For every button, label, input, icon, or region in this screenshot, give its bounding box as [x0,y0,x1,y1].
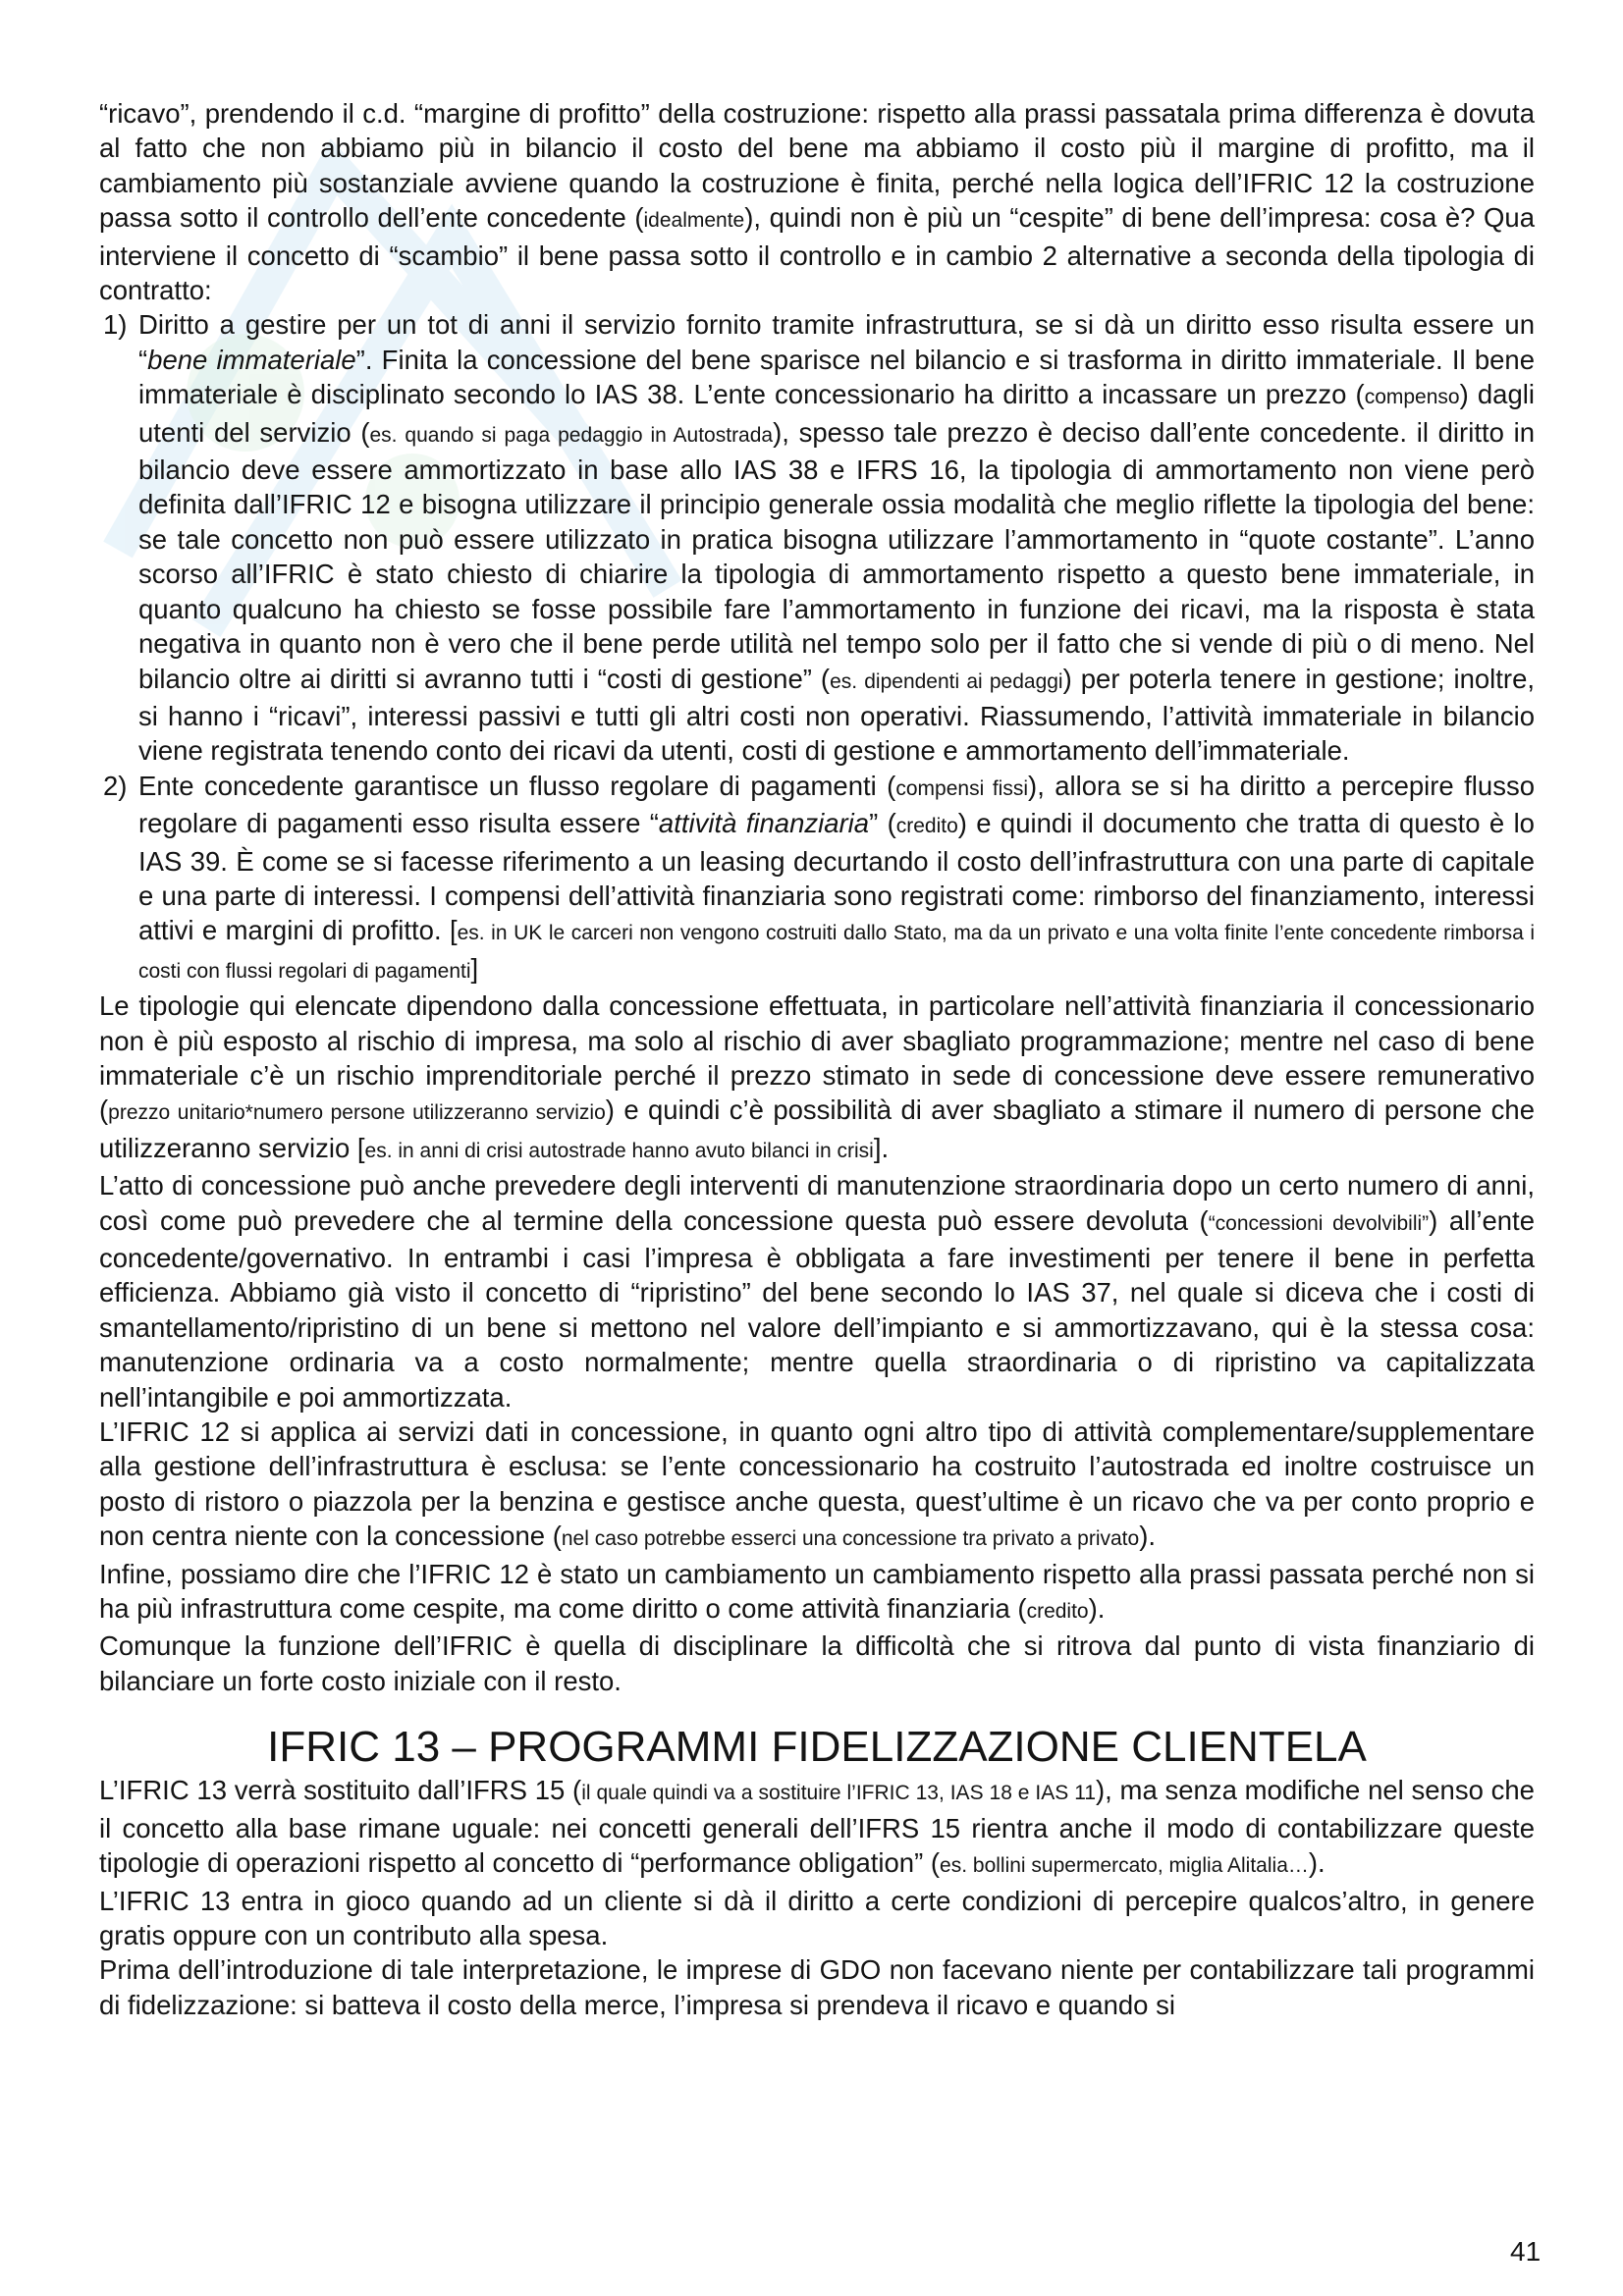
paragraph-ifrs15: L’IFRIC 13 verrà sostituito dall’IFRS 15 (il quale quindi va a sostituire l’IFRIC 13, IAS 18 e IAS 11), ma senza modifiche nel senso che il concetto alla base rimane uguale: nei concetti generali dell’IFRS 15 rientra anche il modo di contabilizzare queste tipologie di operazioni rispetto al concetto di “performance obligation” (es. bollini supermercato, miglia Alitalia…). [99,1775,1535,1879]
paragraph-ifric12-servizi: L’IFRIC 12 si applica ai servizi dati in concessione, in quanto ogni altro tipo di attività complementare/supplementare alla gestione dell’infrastruttura è esclusa: se l’ente concessionario ha costruito l’autostrada ed inoltre costruisce un posto di ristoro o piazzola per la benzina e gestisce anche questa, quest’ultime è un ricavo che va per conto proprio e non centra niente con la concessione (nel caso potrebbe esserci una concessione tra privato a privato). [99,1416,1535,1552]
list-item-number: 2) [103,770,128,801]
paragraph-tipologie: Le tipologie qui elencate dipendono dalla concessione effettuata, in particolare nell’attività finanziaria il concessionario non è più esposto al rischio di impresa, ma solo al rischio di aver sbagliato programmazione; mentre nel caso di bene immateriale c’è un rischio imprenditoriale perché il prezzo stimato in sede di concessione deve essere remunerativo (prezzo unitario*numero persone utilizzeranno servizio) e quindi c’è possibilità di aver sbagliato a stimare il numero di persone che utilizzeranno servizio [es. in anni di crisi autostrade hanno avuto bilanci in crisi]. [99,990,1535,1163]
paragraph-prima: Prima dell’introduzione di tale interpretazione, le imprese di GDO non facevano niente per contabilizzare tali programmi di fidelizzazione: si batteva il costo della merce, l’impresa si prendeva il ricavo e quando si [99,1954,1535,2020]
list-item: 1) Diritto a gestire per un tot di anni il servizio fornito tramite infrastruttura, se si dà un diritto esso risulta essere un “bene immateriale”. Finita la concessione del bene sparisce nel bilancio e si trasforma in diritto immateriale. Il bene immateriale è disciplinato secondo lo IAS 38. L’ente concessionario ha diritto a incassare un prezzo (compenso) dagli utenti del servizio (es. quando si paga pedaggio in Autostrada), spesso tale prezzo è deciso dall’ente concedente. il diritto in bilancio deve essere ammortizzato in base allo IAS 38 e IFRS 16, la tipologia di ammortamento non viene però definita dall’IFRIC 12 e bisogna utilizzare il principio generale ossia modalità che meglio riflette la tipologia del bene: se tale concetto non può essere utilizzato in pratica bisogna utilizzare l’ammortamento in “quote costante”. L’anno scorso all’IFRIC è stato chiesto di chiarire la tipologia di ammortamento rispetto a questo bene immateriale, in quanto qualcuno ha chiesto se fosse possibile fare l’ammortamento in funzione dei ricavi, ma la risposta è stata negativa in quanto non è vero che il bene perde utilità nel tempo solo per il fatto che si vende di più o di meno. Nel bilancio oltre ai diritti si avranno tutti i “costi di gestione” (es. dipendenti ai pedaggi) per poterla tenere in gestione; inoltre, si hanno i “ricavi”, interessi passivi e tutti gli altri costi non operativi. Riassumendo, l’attività immateriale in bilancio viene registrata tenendo conto dei ricavi da utenti, costi di gestione e ammortamento dell’immateriale. [103,309,1536,767]
paragraph-comunque: Comunque la funzione dell’IFRIC è quella di disciplinare la difficoltà che si ritrova dal punto di vista finanziario di bilanciare un forte costo iniziale con il resto. [99,1630,1535,1696]
paragraph-infine: Infine, possiamo dire che l’IFRIC 12 è stato un cambiamento un cambiamento rispetto alla prassi passata perché non si ha più infrastruttura come cespite, ma come diritto o come attività finanziaria (credito). [99,1558,1535,1625]
emphasis-bene-immateriale: bene immateriale [147,344,356,375]
list-item-number: 1) [103,309,128,341]
paragraph-intro: “ricavo”, prendendo il c.d. “margine di profitto” della costruzione: rispetto alla prassi passatala prima differenza è dovuta al fatto che non abbiamo più in bilancio il costo del bene ma abbiamo il costo più il margine di profitto, ma il cambiamento più sostanziale avviene quando la costruzione è finita, perché nella logica dell’IFRIC 12 la costruzione passa sotto il controllo dell’ente concedente (idealmente), quindi non è più un “cespite” di bene dell’impresa: cosa è? Qua interviene il concetto di “scambio” il bene passa sotto il controllo e in cambio 2 alternative a seconda della tipologia di contratto: [99,98,1535,306]
document-body [99,96,1535,2022]
emphasis-attivita-finanziaria: attività finanziaria [658,808,870,839]
page-number: 41 [1510,2236,1542,2267]
paragraph-atto-concessione: L’atto di concessione può anche prevedere degli interventi di manutenzione straordinaria dopo un certo numero di anni, così come può prevedere che al termine della concessione questa può essere devoluta (“concessioni devolvibili”) all’ente concedente/governativo. In entrambi i casi l’impresa è obbligata a fare investimenti per tenere il bene in perfetta efficienza. Abbiamo già visto il concetto di “ripristino” del bene secondo lo IAS 37, nel quale si diceva che i costi di smantellamento/ripristino di un bene si mettono nel valore dell’impianto e si ammortizzavano, qui è la stessa cosa: manutenzione ordinaria va a costo normalmente; mentre quella straordinaria o di ripristino va capitalizzata nell’intangibile e poi ammortizzata. [99,1170,1535,1413]
list-item: 2) Ente concedente garantisce un flusso regolare di pagamenti (compensi fissi), allora se si ha diritto a percepire flusso regolare di pagamenti esso risulta essere “attività finanziaria” (credito) e quindi il documento che tratta di questo è lo IAS 39. È come se si facesse riferimento a un leasing decurtando il costo dell’infrastruttura con una parte di capitale e una parte di interessi. I compensi dell’attività finanziaria sono registrati come: rimborso del finanziamento, interessi attivi e margini di profitto. [es. in UK le carceri non vengono costruiti dallo Stato, ma da un privato e una volta finite l’ente concedente rimborsa i costi con flussi regolari di pagamenti] [103,770,1535,984]
paragraph-ifric13-entra: L’IFRIC 13 entra in gioco quando ad un cliente si dà il diritto a certe condizioni di percepire qualcos’altro, in genere gratis oppure con un contributo alla spesa. [99,1885,1535,1950]
section-heading-ifric13: IFRIC 13 – PROGRAMMI FIDELIZZAZIONE CLIENTELA [267,1723,1367,1772]
alternatives-list [99,307,1535,988]
